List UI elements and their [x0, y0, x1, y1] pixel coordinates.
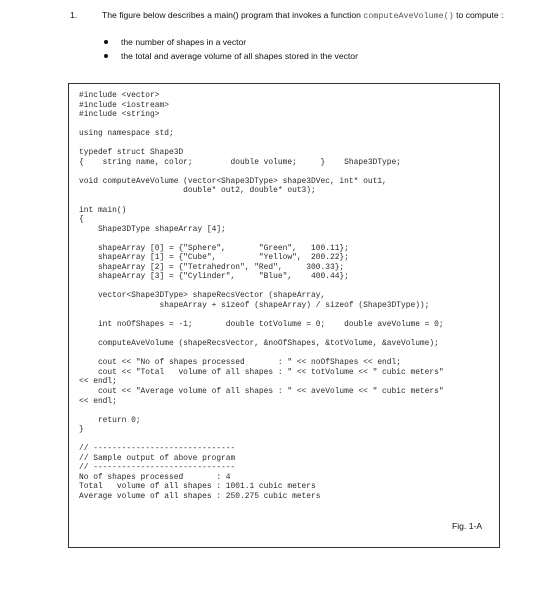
code-line: // Sample output of above program	[79, 453, 236, 463]
code-line: computeAveVolume (shapeRecsVector, &noOfShapes, &totVolume, &aveVolume);	[79, 339, 439, 349]
bullet-list	[102, 37, 532, 65]
code-line: {	[79, 215, 84, 225]
code-line: Total volume of all shapes : 1001.1 cubic meters	[79, 482, 316, 492]
question-text-after: to compute :	[453, 10, 504, 20]
code-line: int noOfShapes = -1; double totVolume = 0; double aveVolume = 0;	[79, 320, 444, 330]
code-line: shapeArray + sizeof (shapeArray) / sizeof (Shape3DType));	[79, 301, 430, 311]
code-figure-box	[68, 83, 500, 548]
bullet-text: the number of shapes in a vector	[121, 37, 247, 47]
bullet-icon	[104, 54, 108, 58]
bullet-item	[102, 51, 532, 65]
code-line: No of shapes processed : 4	[79, 472, 231, 482]
function-name: computeAveVolume()	[363, 11, 454, 21]
code-line: void computeAveVolume (vector<Shape3DType> shape3DVec, int* out1,	[79, 176, 387, 186]
code-line: cout << "Total volume of all shapes : " << totVolume << " cubic meters"	[79, 367, 444, 377]
code-line: return 0;	[79, 415, 141, 425]
code-line: vector<Shape3DType> shapeRecsVector (shapeArray,	[79, 291, 326, 301]
code-line: #include <iostream>	[79, 100, 169, 110]
code-line: double* out2, double* out3);	[79, 186, 316, 196]
bullet-icon	[104, 40, 108, 44]
bullet-item	[102, 37, 532, 51]
code-line: #include <string>	[79, 110, 160, 120]
code-line: shapeArray [3] = {"Cylinder", "Blue", 400.44};	[79, 272, 349, 282]
code-line: << endl;	[79, 377, 117, 387]
code-line: shapeArray [0] = {"Sphere", "Green", 100.11};	[79, 243, 349, 253]
figure-label: Fig. 1-A	[452, 521, 483, 531]
code-line: // ------------------------------	[79, 444, 236, 454]
question-text-before: The figure below describes a main() program that invokes a function	[102, 10, 364, 20]
question-text	[102, 10, 542, 22]
code-line: Average volume of all shapes : 250.275 cubic meters	[79, 491, 321, 501]
code-line: }	[79, 425, 84, 435]
code-line: #include <vector>	[79, 91, 160, 100]
code-line: shapeArray [2] = {"Tetrahedron", "Red", 300.33};	[79, 262, 345, 272]
code-line: using namespace std;	[79, 129, 174, 139]
code-line: int main()	[79, 205, 127, 215]
code-line: Shape3DType shapeArray [4];	[79, 224, 226, 234]
code-line: shapeArray [1] = {"Cube", "Yellow", 200.22};	[79, 253, 349, 263]
code-line: << endl;	[79, 396, 117, 406]
code-line: cout << "Average volume of all shapes : " << aveVolume << " cubic meters"	[79, 386, 444, 396]
code-line: typedef struct Shape3D	[79, 148, 184, 158]
code-line: cout << "No of shapes processed : " << noOfShapes << endl;	[79, 358, 401, 368]
code-listing	[79, 91, 444, 502]
code-line: { string name, color; double volume; } Shape3DType;	[79, 157, 401, 167]
question-number: 1.	[70, 10, 78, 20]
bullet-text: the total and average volume of all shapes stored in the vector	[121, 51, 358, 61]
code-line: // ------------------------------	[79, 463, 236, 473]
